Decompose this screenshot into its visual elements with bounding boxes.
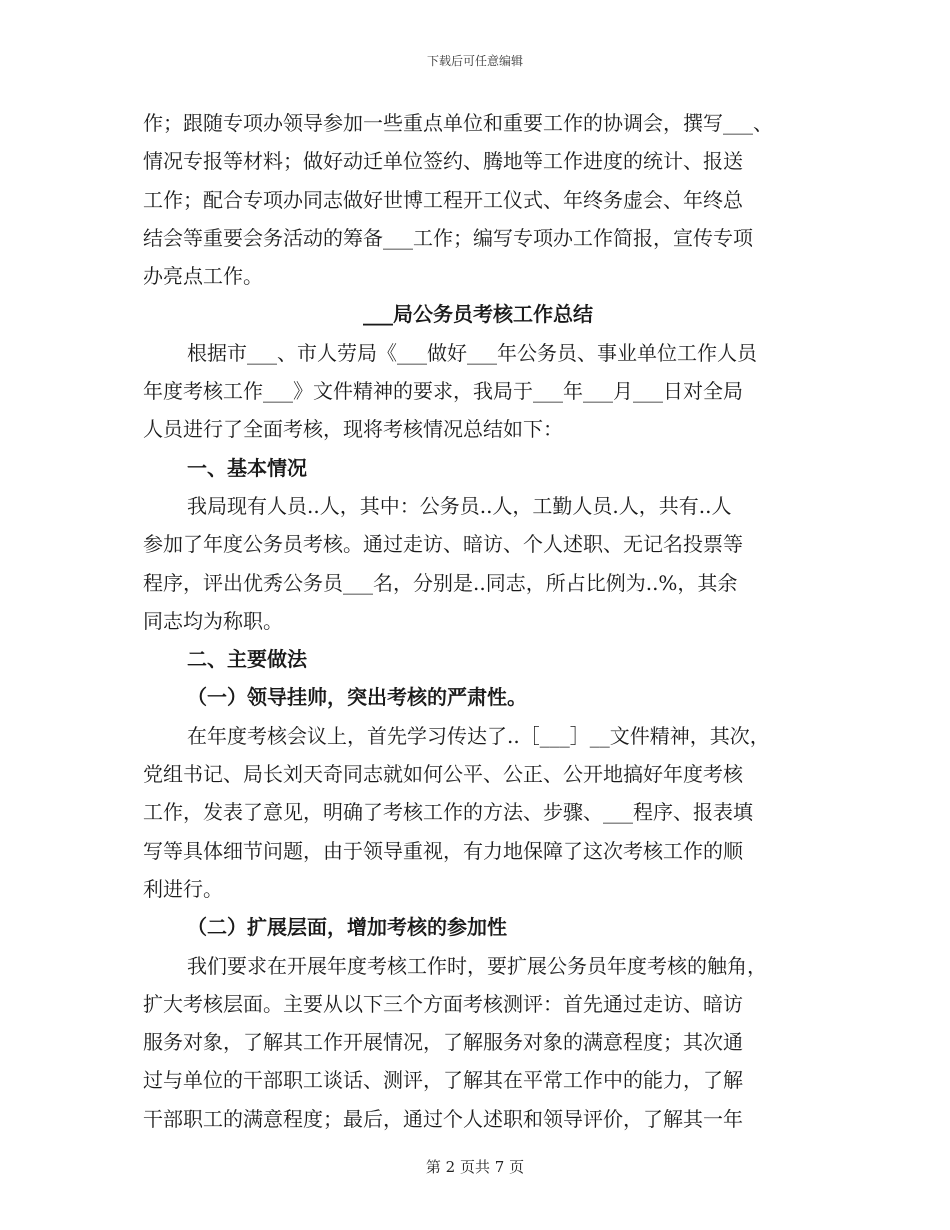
text-line: 结会等重要会务活动的筹备___工作；编写专项办工作简报，宣传专项: [143, 225, 753, 250]
heading-line: 二、主要做法: [187, 647, 307, 672]
heading-line: （二）扩展层面，增加考核的参加性: [187, 915, 507, 940]
text-line: 办亮点工作。: [143, 264, 263, 289]
text-line: 我局现有人员..人，其中：公务员..人，工勤人员.人，共有..人: [187, 493, 732, 518]
text-line: 过与单位的干部职工谈话、测评，了解其在平常工作中的能力，了解: [143, 1068, 743, 1093]
text-line: 作；跟随专项办领导参加一些重点单位和重要工作的协调会，撰写___、: [143, 111, 773, 135]
document-body: [143, 104, 813, 1138]
text-line: 服务对象，了解其工作开展情况，了解服务对象的满意程度；其次通: [143, 1030, 743, 1055]
page-footer: 第 2 页共 7 页: [425, 1158, 525, 1176]
text-line: 人员进行了全面考核，现将考核情况总结如下：: [143, 417, 563, 442]
text-line: 程序，评出优秀公务员___名，分别是..同志，所占比例为..%，其余: [143, 570, 738, 595]
text-line: 同志均为称职。: [143, 608, 283, 633]
text-line: 利进行。: [143, 876, 223, 901]
text-line: 写等具体细节问题，由于领导重视，有力地保障了这次考核工作的顺: [143, 838, 743, 863]
text-line: 扩大考核层面。主要从以下三个方面考核测评：首先通过走访、暗访: [143, 991, 743, 1016]
text-line: 根据市___、市人劳局《___做好___年公务员、事业单位工作人员: [187, 340, 757, 365]
heading-line: 一、基本情况: [187, 455, 307, 480]
text-line: 工作；配合专项办同志做好世博工程开工仪式、年终务虚会、年终总: [143, 187, 743, 212]
text-line: 参加了年度公务员考核。通过走访、暗访、个人述职、无记名投票等: [143, 532, 743, 557]
text-line: 在年度考核会议上，首先学习传达了..［___］__文件精神，其次，: [187, 723, 770, 748]
text-line: 我们要求在开展年度考核工作时，要扩展公务员年度考核的触角，: [187, 953, 767, 978]
text-line: 年度考核工作___》文件精神的要求，我局于___年___月___日对全局: [143, 379, 743, 404]
text-line: 情况专报等材料；做好动迁单位签约、腾地等工作进度的统计、报送: [143, 149, 743, 174]
text-line: 干部职工的满意程度；最后，通过个人述职和领导评价，了解其一年: [143, 1106, 743, 1131]
heading-line: ___局公务员考核工作总结: [363, 302, 593, 327]
text-line: 党组书记、局长刘天奇同志就如何公平、公正、公开地搞好年度考核: [143, 762, 743, 787]
text-line: 工作，发表了意见，明确了考核工作的方法、步骤、___程序、报表填: [143, 800, 753, 825]
heading-line: （一）领导挂帅，突出考核的严肃性。: [187, 685, 527, 710]
page-header: 下载后可任意编辑: [426, 54, 523, 68]
